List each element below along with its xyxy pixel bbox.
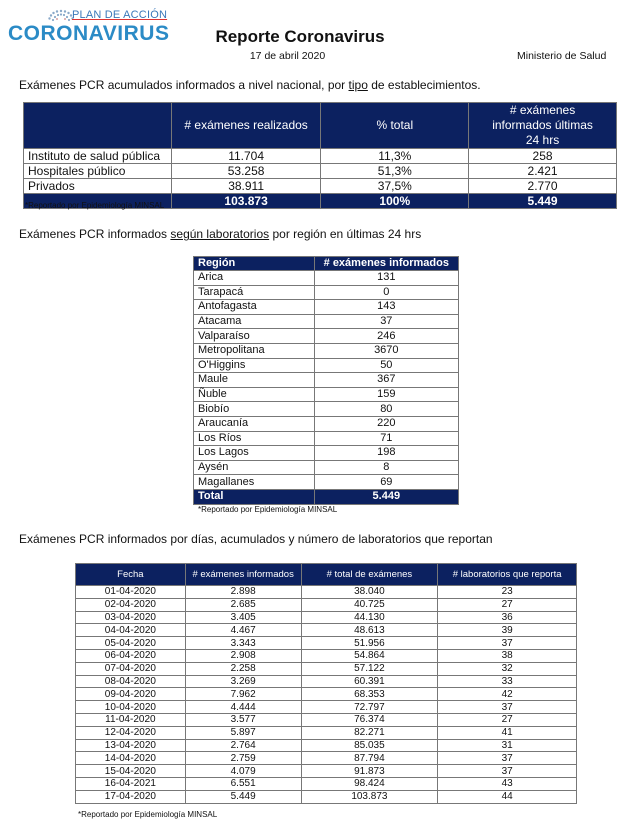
region-name: Tarapacá bbox=[194, 285, 315, 300]
region-value: 3670 bbox=[314, 343, 458, 358]
region-name: Arica bbox=[194, 271, 315, 286]
col-header-informados: # exámenes informados bbox=[185, 564, 301, 586]
date-cell: 13-04-2020 bbox=[76, 739, 186, 752]
informados-cell: 3.577 bbox=[185, 713, 301, 726]
total-cell: 85.035 bbox=[301, 739, 438, 752]
table-row bbox=[194, 285, 459, 300]
table-row bbox=[76, 586, 577, 599]
region-value: 71 bbox=[314, 431, 458, 446]
ministry-label: Ministerio de Salud bbox=[517, 50, 607, 62]
informados-cell: 5.449 bbox=[185, 790, 301, 803]
table-row bbox=[194, 271, 459, 286]
labs-cell: 44 bbox=[438, 790, 577, 803]
region-value: 8 bbox=[314, 460, 458, 475]
total-cell: 51.956 bbox=[301, 637, 438, 650]
date-cell: 07-04-2020 bbox=[76, 662, 186, 675]
region-value: 37 bbox=[314, 314, 458, 329]
labs-cell: 33 bbox=[438, 675, 577, 688]
total-row: 103.873 100% 5.449 bbox=[24, 194, 617, 209]
page-title: Reporte Coronavirus bbox=[215, 27, 385, 46]
informados-cell: 4.444 bbox=[185, 701, 301, 714]
region-name: Maule bbox=[194, 373, 315, 388]
table-row bbox=[194, 387, 459, 402]
date-cell: 10-04-2020 bbox=[76, 701, 186, 714]
region-value: 0 bbox=[314, 285, 458, 300]
region-value: 367 bbox=[314, 373, 458, 388]
informados-cell: 2.764 bbox=[185, 739, 301, 752]
total-cell: 60.391 bbox=[301, 675, 438, 688]
table-row bbox=[194, 329, 459, 344]
total-cell: 38.040 bbox=[301, 586, 438, 599]
establishment-type-table bbox=[23, 102, 617, 209]
source-note: *Reportado por Epidemiología MINSAL bbox=[78, 810, 218, 819]
table-row: Hospitales público 53.258 51,3% 2.421 bbox=[24, 164, 617, 179]
labs-cell: 42 bbox=[438, 688, 577, 701]
table-row bbox=[76, 688, 577, 701]
total-row bbox=[194, 489, 459, 504]
date-cell: 11-04-2020 bbox=[76, 713, 186, 726]
labs-cell: 38 bbox=[438, 649, 577, 662]
report-date: 17 de abril 2020 bbox=[249, 50, 326, 62]
region-value: 220 bbox=[314, 416, 458, 431]
date-cell: 02-04-2020 bbox=[76, 598, 186, 611]
date-cell: 09-04-2020 bbox=[76, 688, 186, 701]
total-cell: 44.130 bbox=[301, 611, 438, 624]
labs-cell: 41 bbox=[438, 726, 577, 739]
labs-cell: 37 bbox=[438, 765, 577, 778]
table-row bbox=[76, 675, 577, 688]
labs-cell: 39 bbox=[438, 624, 577, 637]
informados-cell: 2.898 bbox=[185, 586, 301, 599]
table-row bbox=[76, 790, 577, 803]
table-row bbox=[194, 300, 459, 315]
table-row bbox=[194, 314, 459, 329]
table-row bbox=[194, 446, 459, 461]
informados-cell: 4.079 bbox=[185, 765, 301, 778]
logo-plan-text: PLAN DE ACCIÓN bbox=[72, 9, 168, 21]
col-header-labs: # laboratorios que reporta bbox=[438, 564, 577, 586]
region-name: Biobío bbox=[194, 402, 315, 417]
labs-cell: 31 bbox=[438, 739, 577, 752]
col-header-region: Región bbox=[194, 257, 315, 271]
section3-title: Exámenes PCR informados por días, acumulados y número de laboratorios que reportan bbox=[19, 532, 493, 546]
informados-cell: 3.405 bbox=[185, 611, 301, 624]
table-row bbox=[76, 739, 577, 752]
labs-cell: 23 bbox=[438, 586, 577, 599]
labs-cell: 37 bbox=[438, 752, 577, 765]
total-cell: 103.873 bbox=[301, 790, 438, 803]
source-note: *Reportado por Epidemiología MINSAL bbox=[198, 505, 338, 514]
table-row bbox=[76, 713, 577, 726]
table-row bbox=[194, 475, 459, 490]
table-row bbox=[194, 431, 459, 446]
region-name: Los Lagos bbox=[194, 446, 315, 461]
region-value: 131 bbox=[314, 271, 458, 286]
total-cell: 48.613 bbox=[301, 624, 438, 637]
informados-cell: 2.759 bbox=[185, 752, 301, 765]
col-header-fecha: Fecha bbox=[76, 564, 186, 586]
table-row bbox=[76, 765, 577, 778]
labs-cell: 43 bbox=[438, 777, 577, 790]
table-row bbox=[76, 611, 577, 624]
col-header-blank bbox=[24, 103, 172, 149]
date-cell: 16-04-2021 bbox=[76, 777, 186, 790]
table-row: Instituto de salud pública 11.704 11,3% 258 bbox=[24, 149, 617, 164]
total-cell: 40.725 bbox=[301, 598, 438, 611]
total-cell: 98.424 bbox=[301, 777, 438, 790]
informados-cell: 5.897 bbox=[185, 726, 301, 739]
date-cell: 03-04-2020 bbox=[76, 611, 186, 624]
col-header-ultimas24: # exámenes informados últimas 24 hrs bbox=[469, 103, 617, 149]
date-cell: 06-04-2020 bbox=[76, 649, 186, 662]
informados-cell: 3.269 bbox=[185, 675, 301, 688]
daily-table bbox=[75, 563, 577, 804]
table-row bbox=[194, 343, 459, 358]
date-cell: 15-04-2020 bbox=[76, 765, 186, 778]
informados-cell: 2.908 bbox=[185, 649, 301, 662]
total-cell: 68.353 bbox=[301, 688, 438, 701]
table-header-row bbox=[24, 103, 617, 149]
total-cell: 82.271 bbox=[301, 726, 438, 739]
region-value: 143 bbox=[314, 300, 458, 315]
table-row bbox=[194, 358, 459, 373]
labs-cell: 36 bbox=[438, 611, 577, 624]
table-row bbox=[76, 701, 577, 714]
informados-cell: 4.467 bbox=[185, 624, 301, 637]
region-name: Ñuble bbox=[194, 387, 315, 402]
region-name: O'Higgins bbox=[194, 358, 315, 373]
section1-title: Exámenes PCR acumulados informados a nivel nacional, por tipo de establecimientos. bbox=[19, 78, 481, 92]
labs-cell: 37 bbox=[438, 637, 577, 650]
logo-brand-text: CORONAVIRUS bbox=[8, 22, 170, 45]
date-cell: 12-04-2020 bbox=[76, 726, 186, 739]
region-value: 246 bbox=[314, 329, 458, 344]
total-cell: 57.122 bbox=[301, 662, 438, 675]
table-row bbox=[194, 402, 459, 417]
table-row bbox=[76, 624, 577, 637]
total-cell: 76.374 bbox=[301, 713, 438, 726]
table-row bbox=[194, 460, 459, 475]
col-header-realizados: # exámenes realizados bbox=[171, 103, 321, 149]
date-cell: 17-04-2020 bbox=[76, 790, 186, 803]
table-row bbox=[76, 637, 577, 650]
informados-cell: 7.962 bbox=[185, 688, 301, 701]
table-row bbox=[76, 777, 577, 790]
col-header-total: # total de exámenes bbox=[301, 564, 438, 586]
table-row bbox=[194, 373, 459, 388]
table-header-row bbox=[76, 564, 577, 586]
col-header-pct: % total bbox=[321, 103, 469, 149]
labs-cell: 37 bbox=[438, 701, 577, 714]
col-header-informados: # exámenes informados bbox=[314, 257, 458, 271]
region-name: Valparaíso bbox=[194, 329, 315, 344]
table-row bbox=[76, 752, 577, 765]
region-table bbox=[193, 256, 459, 505]
total-label: Total bbox=[194, 489, 315, 504]
informados-cell: 2.685 bbox=[185, 598, 301, 611]
informados-cell: 2.258 bbox=[185, 662, 301, 675]
table-header-row bbox=[194, 257, 459, 271]
total-cell: 72.797 bbox=[301, 701, 438, 714]
total-cell: 91.873 bbox=[301, 765, 438, 778]
source-note: *Reportado por Epidemiología MINSAL bbox=[25, 201, 165, 210]
date-cell: 05-04-2020 bbox=[76, 637, 186, 650]
region-name: Araucanía bbox=[194, 416, 315, 431]
labs-cell: 27 bbox=[438, 713, 577, 726]
total-cell: 87.794 bbox=[301, 752, 438, 765]
region-name: Aysén bbox=[194, 460, 315, 475]
region-name: Los Ríos bbox=[194, 431, 315, 446]
region-value: 69 bbox=[314, 475, 458, 490]
table-row bbox=[76, 662, 577, 675]
table-row: Privados 38.911 37,5% 2.770 bbox=[24, 179, 617, 194]
region-name: Metropolitana bbox=[194, 343, 315, 358]
section2-title: Exámenes PCR informados según laboratorios por región en últimas 24 hrs bbox=[19, 227, 422, 241]
informados-cell: 6.551 bbox=[185, 777, 301, 790]
informados-cell: 3.343 bbox=[185, 637, 301, 650]
date-cell: 08-04-2020 bbox=[76, 675, 186, 688]
region-name: Atacama bbox=[194, 314, 315, 329]
region-value: 50 bbox=[314, 358, 458, 373]
total-value: 5.449 bbox=[314, 489, 458, 504]
date-cell: 14-04-2020 bbox=[76, 752, 186, 765]
region-value: 198 bbox=[314, 446, 458, 461]
table-row bbox=[76, 649, 577, 662]
region-value: 80 bbox=[314, 402, 458, 417]
labs-cell: 32 bbox=[438, 662, 577, 675]
table-row bbox=[194, 416, 459, 431]
total-cell: 54.864 bbox=[301, 649, 438, 662]
region-name: Magallanes bbox=[194, 475, 315, 490]
region-name: Antofagasta bbox=[194, 300, 315, 315]
date-cell: 01-04-2020 bbox=[76, 586, 186, 599]
table-row bbox=[76, 726, 577, 739]
region-value: 159 bbox=[314, 387, 458, 402]
date-cell: 04-04-2020 bbox=[76, 624, 186, 637]
labs-cell: 27 bbox=[438, 598, 577, 611]
table-row bbox=[76, 598, 577, 611]
